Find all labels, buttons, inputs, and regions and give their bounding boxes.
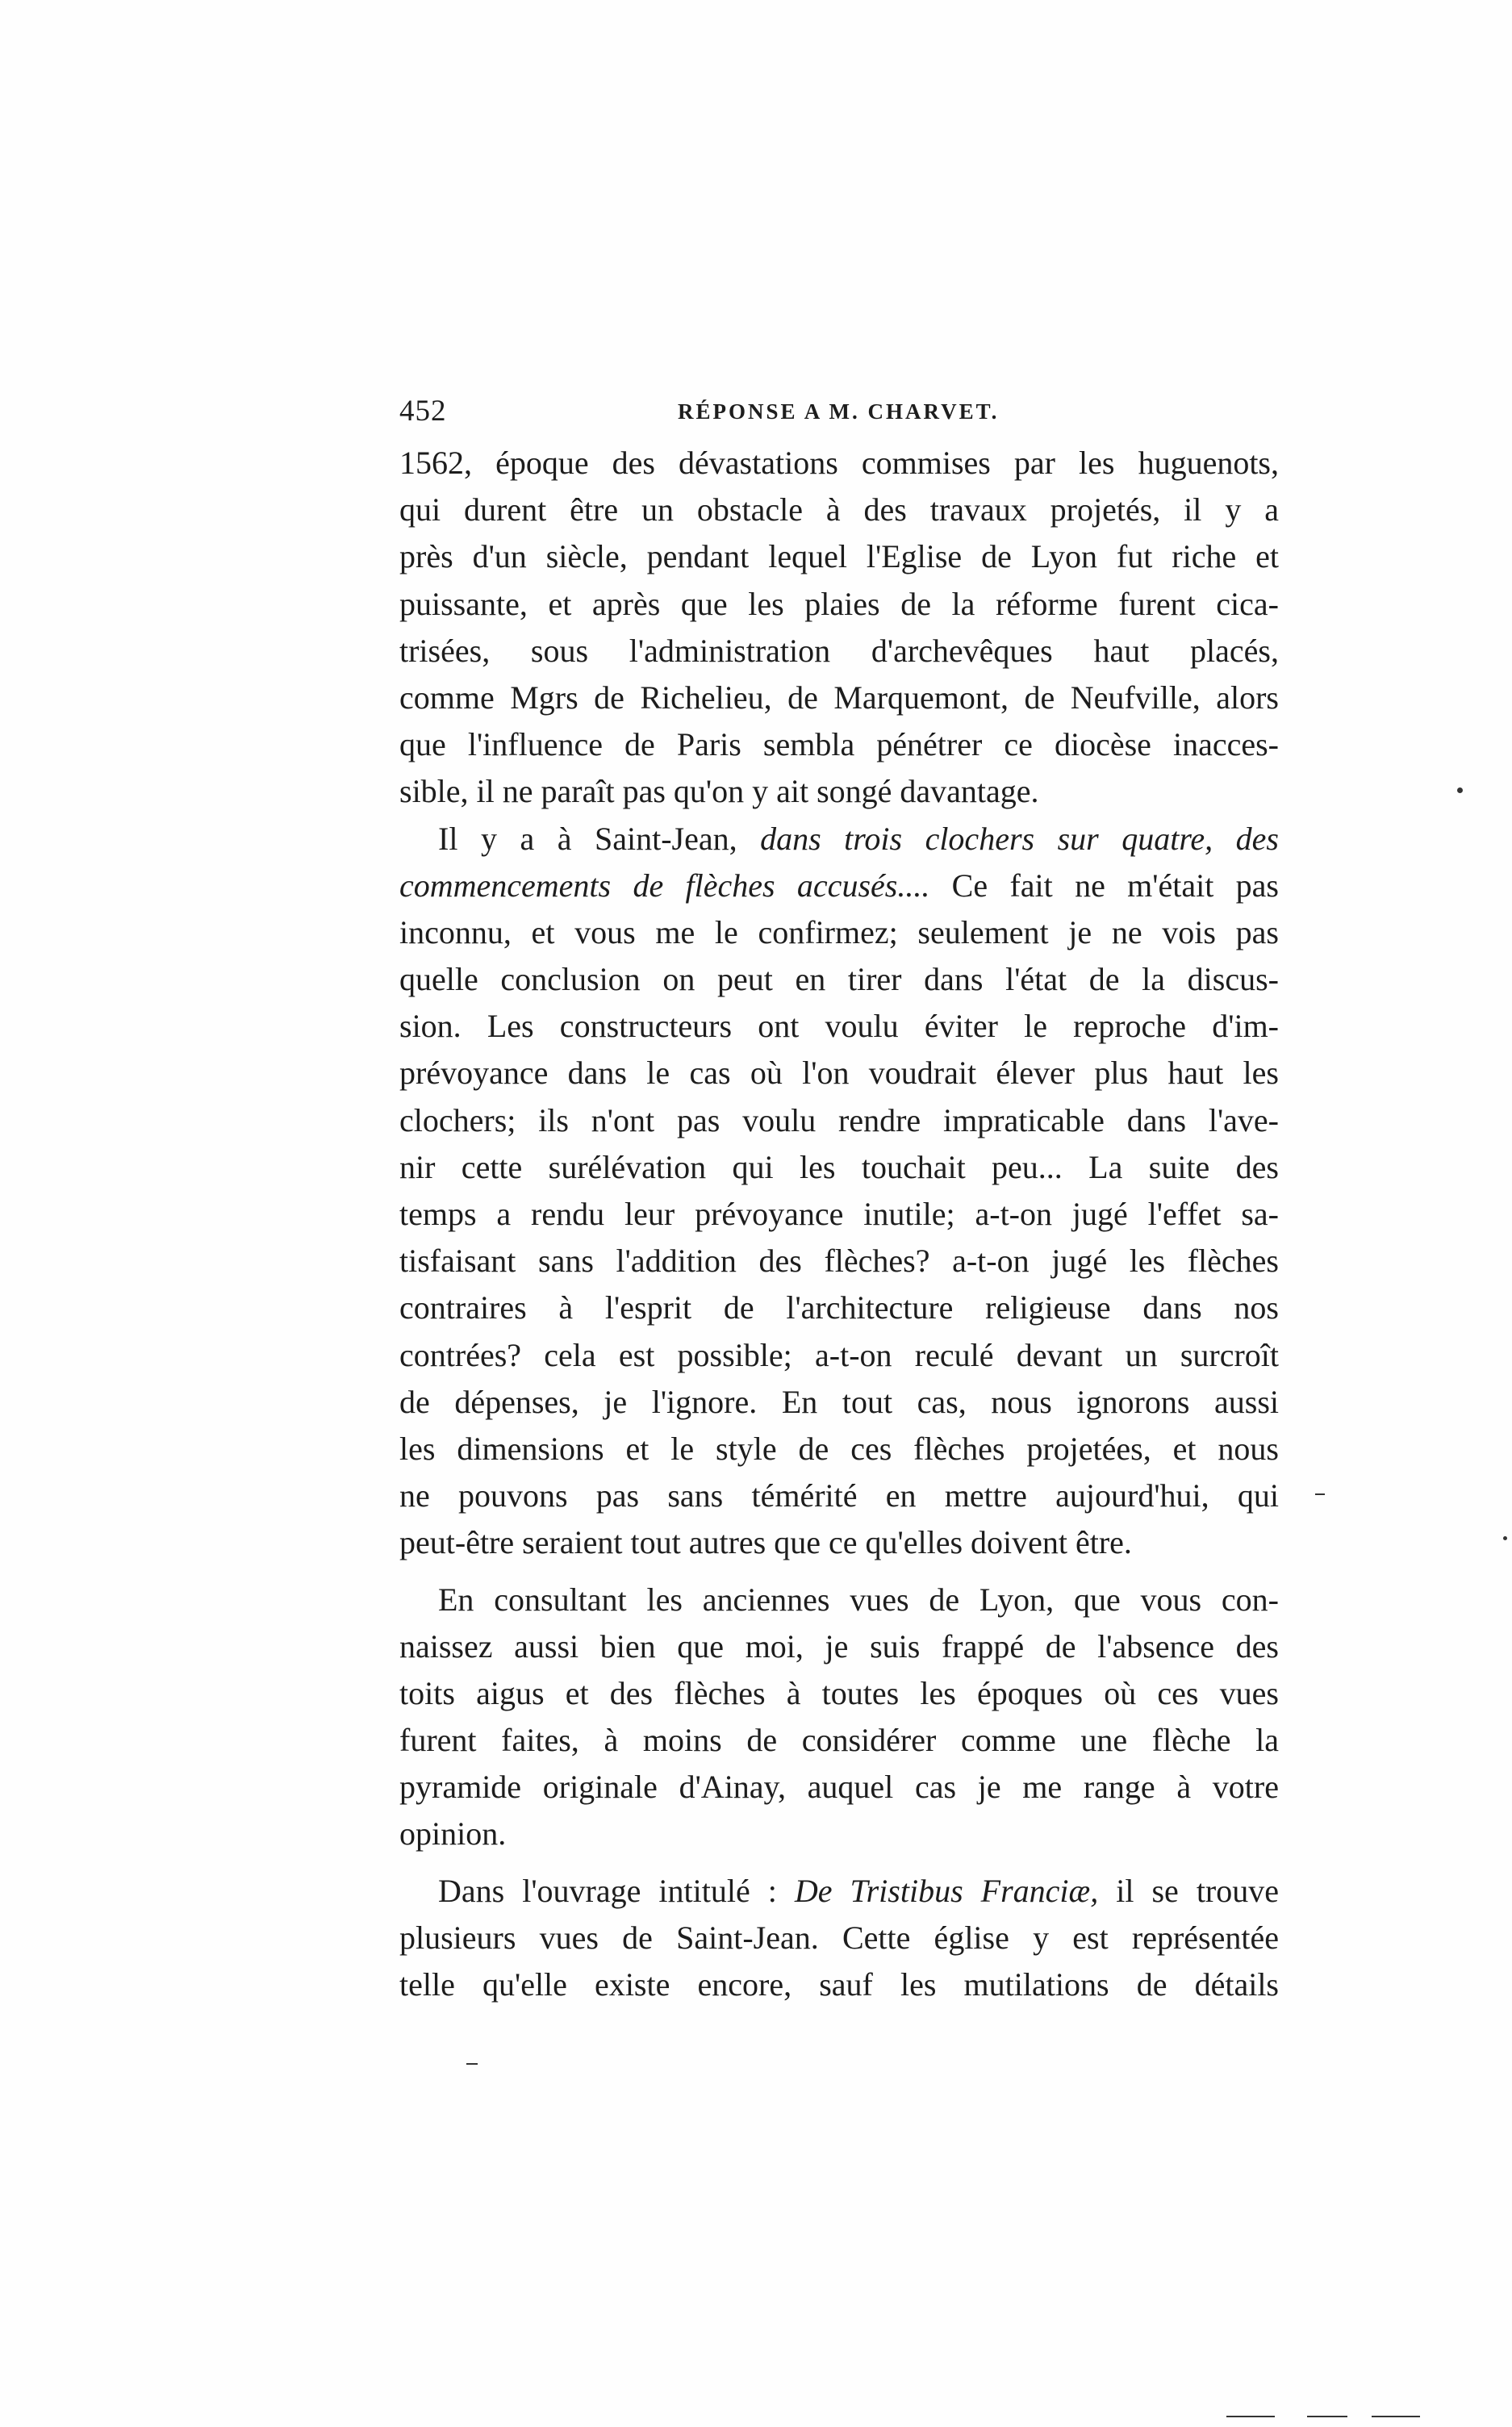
text-line: qui durent être un obstacle à des travaux projetés, il y a	[399, 491, 1279, 528]
paragraph-gap	[399, 1858, 1279, 1868]
text-line: naissez aussi bien que moi, je suis frappé de l'absence des	[399, 1627, 1279, 1665]
text-line: contrées? cela est possible; a-t-on reculé devant un surcroît	[399, 1336, 1279, 1373]
text-line: sible, il ne paraît pas qu'on y ait songé davantage.	[399, 773, 1039, 810]
text-line: que l'influence de Paris sembla pénétrer ce diocèse inacces-	[399, 726, 1279, 763]
text-line	[399, 863, 1279, 909]
running-head: RÉPONSE A M. CHARVET.	[678, 399, 1000, 424]
paragraph-2	[399, 816, 1279, 1567]
text-run: il se trouve	[1098, 1872, 1280, 1909]
text-line: En consultant les anciennes vues de Lyon, que vous con-	[438, 1581, 1279, 1618]
paragraph-3	[399, 1577, 1279, 1858]
text-line: trisées, sous l'administration d'archevêques haut placés,	[399, 632, 1279, 669]
text-line: comme Mgrs de Richelieu, de Marquemont, de Neufville, alors	[399, 679, 1279, 716]
text-run: Dans l'ouvrage intitulé :	[438, 1872, 795, 1909]
body-text	[399, 440, 1279, 2008]
text-line: les dimensions et le style de ces flèches projetées, et nous	[399, 1430, 1279, 1467]
text-line: temps a rendu leur prévoyance inutile; a-t-on jugé l'effet sa-	[399, 1196, 1279, 1232]
text-line: prévoyance dans le cas où l'on voudrait élever plus haut les	[399, 1055, 1279, 1092]
text-line: 1562, époque des dévastations commises par les huguenots,	[399, 445, 1279, 481]
text-line: inconnu, et vous me le confirmez; seulement je ne vois pas	[399, 913, 1279, 950]
text-line: telle qu'elle existe encore, sauf les mutilations de détails	[399, 1966, 1279, 2003]
text-line: sion. Les constructeurs ont voulu éviter le reproche d'im-	[399, 1008, 1279, 1045]
text-line: nir cette surélévation qui les touchait peu... La suite des	[399, 1148, 1279, 1185]
text-line: puissante, et après que les plaies de la réforme furent cica-	[399, 585, 1279, 622]
text-line: tisfaisant sans l'addition des flèches? a-t-on jugé les flèches	[399, 1243, 1279, 1280]
text-run: Il y a à Saint-Jean,	[438, 820, 761, 857]
text-line: pyramide originale d'Ainay, auquel cas je me range à votre	[399, 1769, 1279, 1806]
scan-speck	[1503, 1536, 1507, 1540]
paragraph-4	[399, 1868, 1279, 2009]
text-line: furent faites, à moins de considérer comme une flèche la	[399, 1722, 1279, 1759]
text-line: de dépenses, je l'ignore. En tout cas, nous ignorons aussi	[399, 1383, 1279, 1420]
scan-speck	[1307, 2416, 1347, 2417]
scan-speck	[1372, 2416, 1420, 2417]
text-line: plusieurs vues de Saint-Jean. Cette église y est représentée	[399, 1919, 1279, 1956]
text-line	[399, 816, 1279, 863]
text-line: contraires à l'esprit de l'architecture religieuse dans nos	[399, 1289, 1279, 1326]
page-number: 452	[399, 395, 447, 428]
page-header	[399, 394, 1280, 432]
text-line: près d'un siècle, pendant lequel l'Eglise de Lyon fut riche et	[399, 538, 1279, 575]
paragraph-1	[399, 440, 1279, 816]
paragraph-gap	[399, 1567, 1279, 1577]
text-line: quelle conclusion on peut en tirer dans l'état de la discus-	[399, 961, 1279, 998]
italic-quote: commencements de flèches accusés....	[399, 867, 930, 904]
italic-title: De Tristibus Franciæ,	[794, 1872, 1099, 1909]
italic-quote: dans trois clochers sur quatre, des	[760, 820, 1279, 857]
text-line: peut-être seraient tout autres que ce qu'elles doivent être.	[399, 1524, 1132, 1561]
text-line	[399, 1868, 1279, 1915]
text-run: Ce fait ne m'était pas	[929, 867, 1279, 904]
scan-speck	[1226, 2416, 1275, 2417]
text-line: toits aigus et des flèches à toutes les époques où ces vues	[399, 1674, 1279, 1711]
text-line: clochers; ils n'ont pas voulu rendre impraticable dans l'ave-	[399, 1101, 1279, 1138]
text-line: opinion.	[399, 1815, 507, 1853]
text-line: ne pouvons pas sans témérité en mettre aujourd'hui, qui	[399, 1477, 1279, 1514]
scan-speck	[1315, 1493, 1325, 1495]
scan-speck	[466, 2063, 478, 2065]
scan-speck	[1457, 787, 1463, 793]
